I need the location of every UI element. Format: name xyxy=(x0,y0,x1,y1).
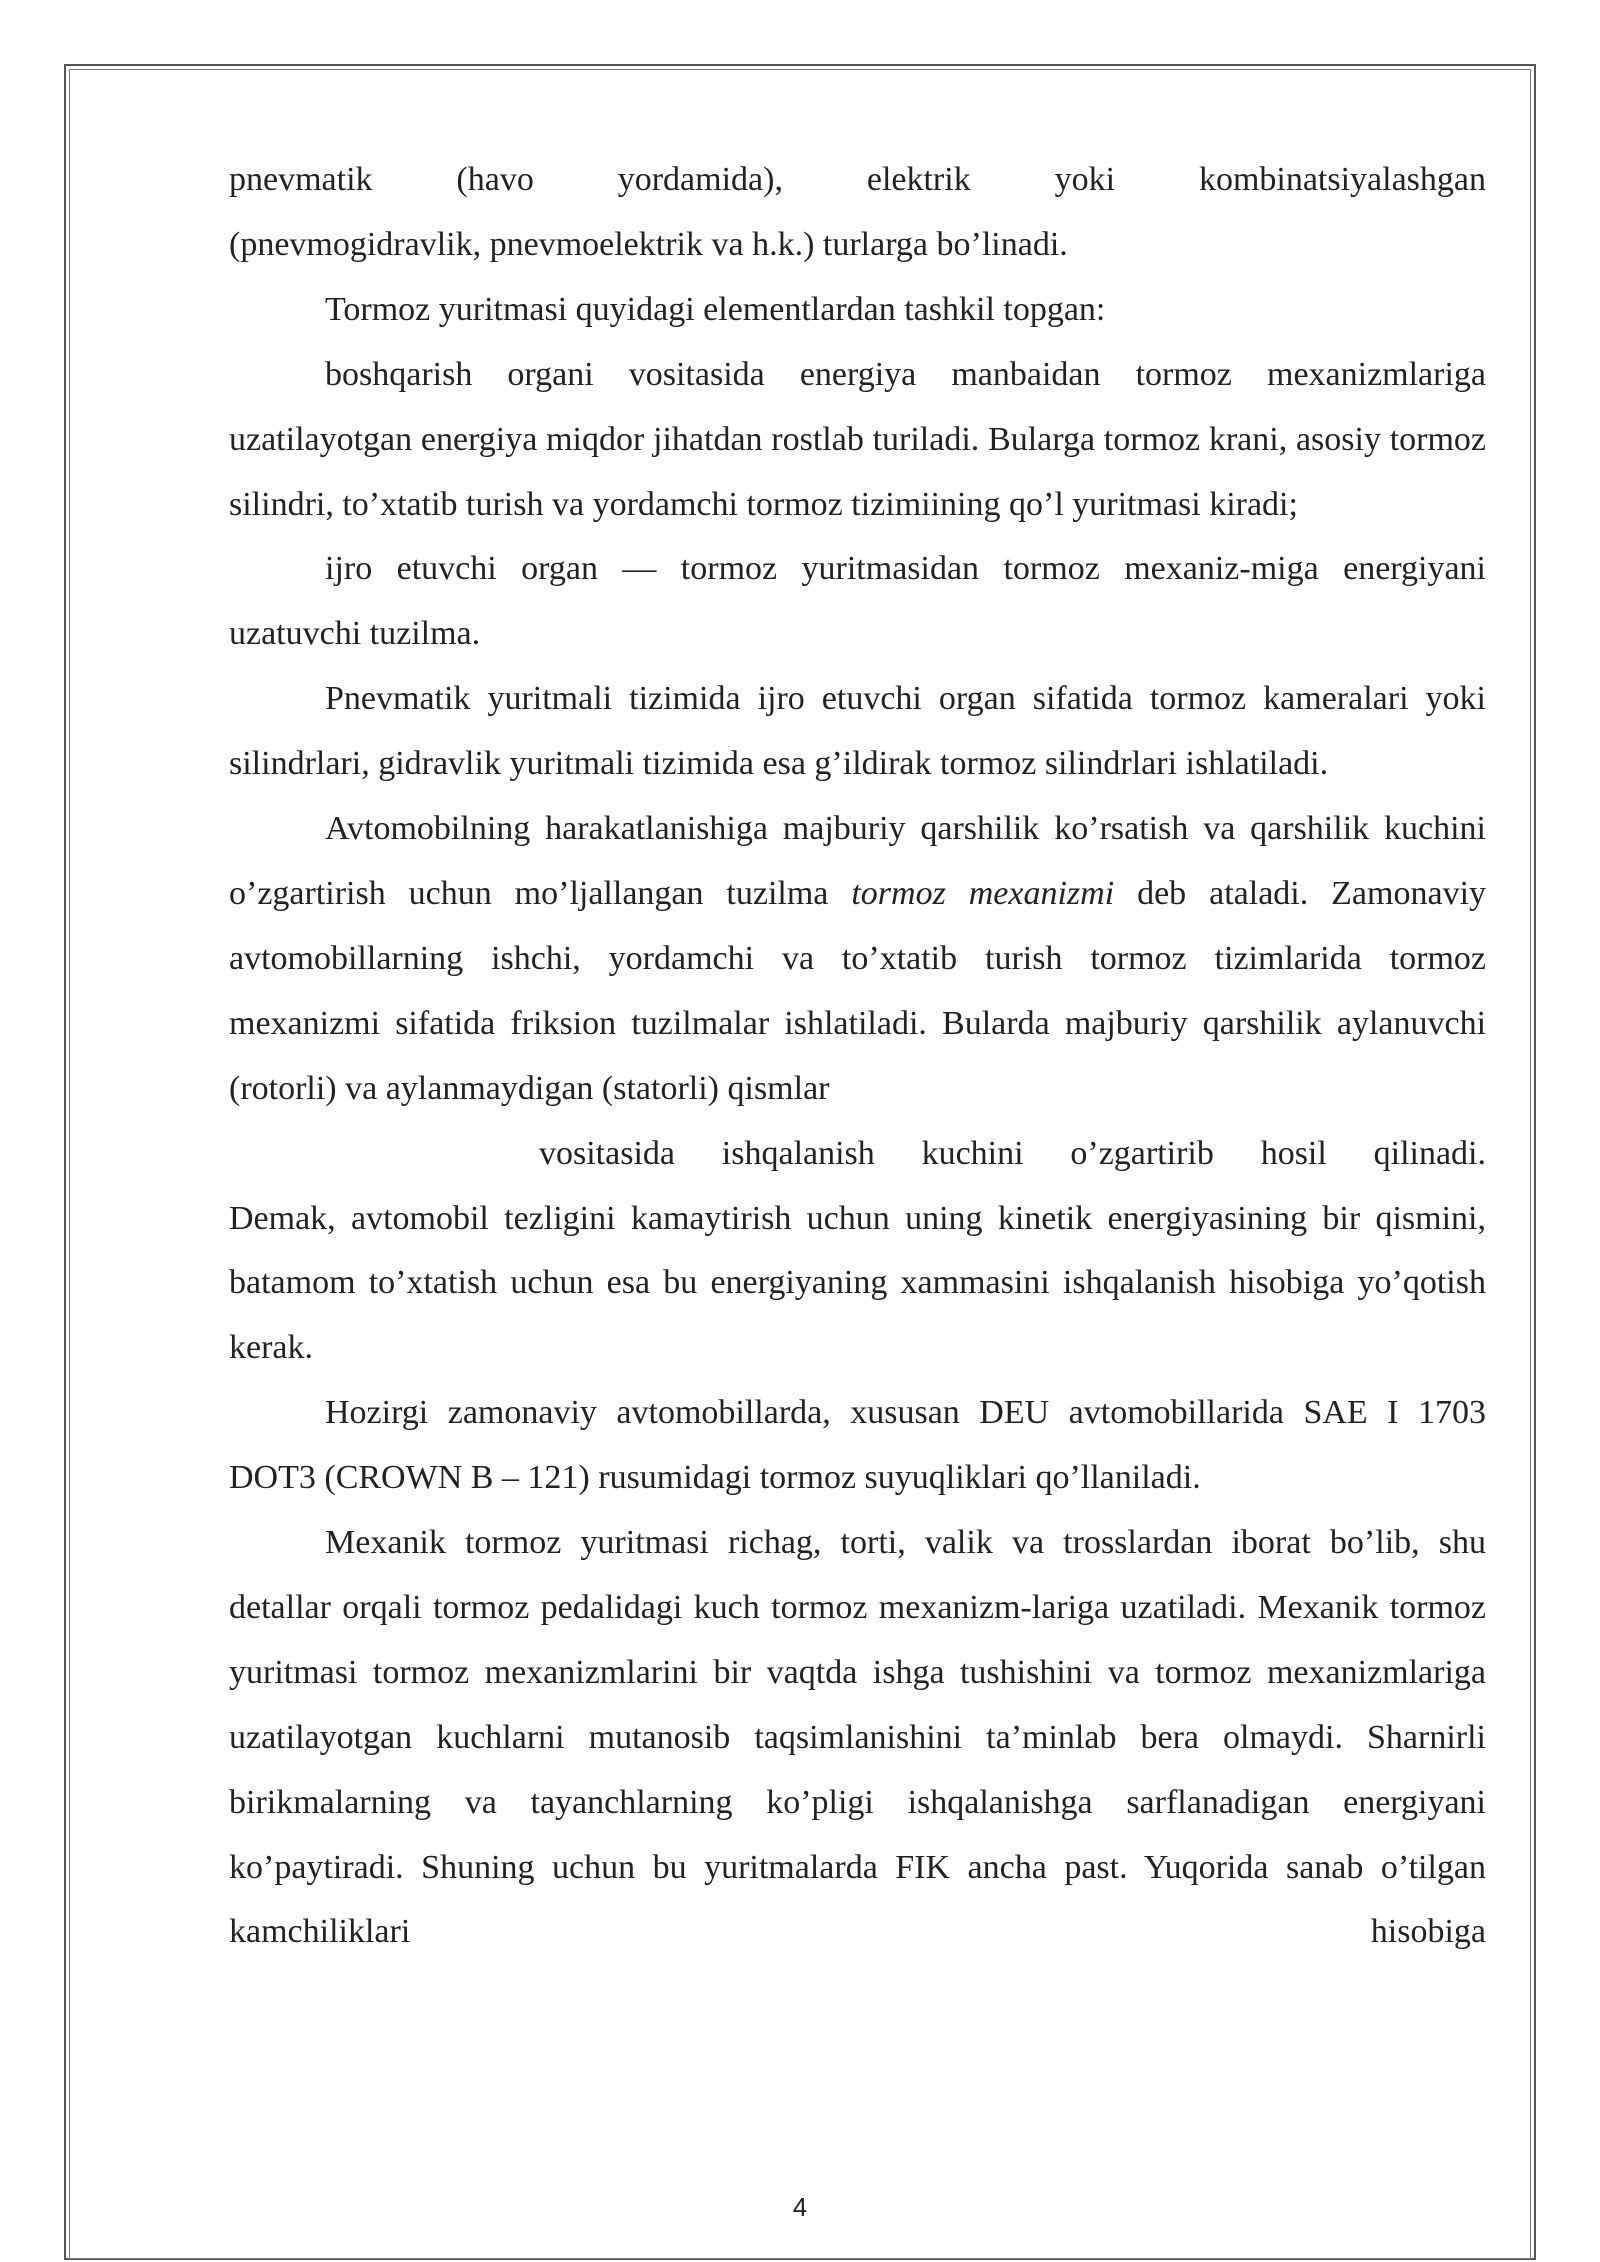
text-line: Avtomobilning harakatlanishiga majburiy qarshilik ko’rsatish va qarshilik xyxy=(325,810,1370,848)
page-number: 4 xyxy=(792,2192,808,2222)
text-line: Tormoz yuritmasi quyidagi elementlardan tashkil topgan: xyxy=(325,290,1106,328)
text-line: (pnevmogidravlik, pnevmoelektrik va h.k.) turlarga bo’linadi. xyxy=(229,225,1068,263)
paragraph-1-continued xyxy=(229,213,1486,278)
text-line: silindrlari ishlatiladi. xyxy=(1044,745,1329,783)
italic-term: tormoz mexanizmi xyxy=(851,874,1115,912)
text-line: ataladi. Zamonaviy avtomobillarning ishchi, yordamchi va to’xtatib turish tormoz xyxy=(229,874,1487,977)
paragraph-2 xyxy=(229,278,1486,343)
paragraph-6-continued xyxy=(229,1187,1486,1382)
text-line: mexanizmlariga uzatilayotgan energiya miqdor jihatdan rostlab turiladi. Bularga xyxy=(229,355,1487,458)
text-line: vositasida ishqalanish kuchini o’zgartirib hosil qilinadi. xyxy=(539,1134,1486,1172)
text-line: majburiy qarshilik aylanuvchi (rotorli) va aylanmaydigan (statorli) qismlar xyxy=(229,1004,1487,1107)
text-line: 1703 DOT3 (CROWN B – 121) rusumidagi tormoz suyuqliklari qo’llaniladi. xyxy=(229,1394,1486,1497)
text-line: shu detallar orqali tormoz pedalidagi kuch tormoz mexanizm-lariga uzatiladi. xyxy=(229,1524,1487,1626)
text-line: kuchini o’zgartirish uchun mo’ljallangan tuzilma xyxy=(229,810,1486,912)
text-line: ishqalanishga sarflanadigan energiyani ko’paytiradi. Shuning uchun bu xyxy=(229,1783,1486,1886)
paragraph-6-offset-line xyxy=(229,1122,1486,1187)
text-line: Hozirgi zamonaviy avtomobillarda, xususan DEU avtomobillarida SAE I xyxy=(325,1394,1399,1432)
paragraph-6 xyxy=(229,797,1486,1122)
paragraph-1 xyxy=(229,148,1486,213)
text-line: ta’minlab bera olmaydi. Sharnirli birikmalarning va tayanchlarning ko’pligi xyxy=(229,1718,1486,1821)
text-line: qismini, batamom to’xtatish uchun esa bu energiyaning xammasini ishqalanish xyxy=(229,1199,1487,1302)
paragraph-3 xyxy=(229,343,1486,538)
text-line: hisobiga yo’qotish kerak. xyxy=(229,1264,1486,1367)
paragraph-4 xyxy=(229,537,1486,667)
text-line: deb xyxy=(1137,874,1187,912)
text-line: Pnevmatik yuritmali tizimida ijro etuvchi organ sifatida tormoz xyxy=(325,680,1247,718)
text-line: tizimiining qo’l yuritmasi kiradi; xyxy=(851,485,1298,523)
text-line: Demak, avtomobil tezligini kamaytirish uchun uning kinetik energiyasining bir xyxy=(229,1199,1361,1237)
text-line: yuritmalarda FIK ancha past. Yuqorida sanab o’tilgan kamchiliklari hisobiga xyxy=(229,1848,1486,1951)
text-line: energiyani uzatuvchi tuzilma. xyxy=(229,550,1486,653)
text-line: Mexanik tormoz yuritmasi tormoz mexanizmlarini bir vaqtda ishga tushishini xyxy=(229,1588,1486,1691)
text-line: va tormoz mexanizmlariga uzatilayotgan kuchlarni mutanosib taqsimlanishini xyxy=(229,1653,1486,1756)
text-line: Mexanik tormoz yuritmasi richag, torti, valik va trosslardan iborat bo’lib, xyxy=(325,1524,1420,1562)
text-line: kameralari yoki silindrlari, gidravlik yuritmali tizimida esa g’ildirak tormoz xyxy=(229,680,1486,783)
document-body xyxy=(229,148,1486,1965)
text-line: tizimlarida tormoz mexanizmi sifatida friksion tuzilmalar ishlatiladi. Bularda xyxy=(229,939,1487,1042)
text-line: boshqarish organi vositasida energiya manbaidan tormoz xyxy=(325,355,1232,393)
text-line: tormoz krani, asosiy tormoz silindri, to’xtatib turish va yordamchi tormoz xyxy=(229,420,1487,523)
paragraph-7 xyxy=(229,1381,1486,1511)
text-line: pnevmatik (havo yordamida), elektrik yoki kombinatsiyalashgan xyxy=(229,161,1486,198)
text-line: ijro etuvchi organ — tormoz yuritmasidan tormoz mexaniz-miga xyxy=(325,550,1319,588)
paragraph-8 xyxy=(229,1511,1486,1965)
paragraph-5 xyxy=(229,667,1486,797)
